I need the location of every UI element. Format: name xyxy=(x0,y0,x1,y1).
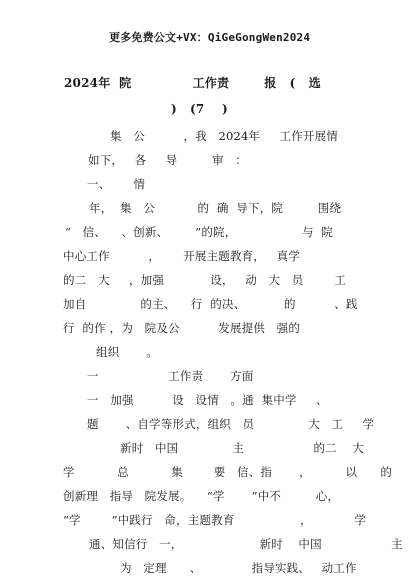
body-line: 如下， 各 导 审 ： xyxy=(88,153,248,167)
section-heading: 一、 情 xyxy=(87,177,146,191)
body-line: 学 总 集 要 信、指 ， 以 的 xyxy=(63,465,393,479)
document-title: 2024年 院 工作责 报 ( 选 xyxy=(64,76,321,90)
body-line: 新时 中国 主 的二 大 xyxy=(120,441,364,455)
body-line: “学 ”中践行 命，主题教育 ， 学 xyxy=(63,513,366,527)
body-line: 一 加强 设 设情 。通 集中学 、 xyxy=(87,393,328,407)
body-line: 的二 大 ，加强 设， 动 大 员 工 xyxy=(63,273,347,287)
body-line: 加自 的主、 行 的决、 的 、践 xyxy=(63,297,358,311)
body-line: 年， 集 公 的 确 导下，院 围绕 xyxy=(89,201,342,215)
document-title-continued: ) (7 ) xyxy=(171,102,228,116)
body-line: 创新理 指导 院发展。 “学 ”中不 心， xyxy=(63,489,340,503)
body-line: 题 、自学等形式，组织 员 大 工 学 xyxy=(87,417,375,431)
body-line: 中心工作 ， 开展主题教育， 真学 xyxy=(63,249,301,263)
body-line: 集 公 ，我 2024年 工作开展情 xyxy=(110,129,339,143)
section-heading: 一 工作责 方面 xyxy=(87,369,254,383)
document-header: 更多免费公文+VX：QiGeGongWen2024 xyxy=(109,31,311,44)
body-line: 通、知信行 一， 新时 中国 主 xyxy=(89,537,403,551)
body-line: 为 定理 、 指导实践、 动工作 xyxy=(120,561,357,575)
body-line: 行 的作 ，为 院及公 发展提供 强的 xyxy=(63,321,301,335)
body-line: 组织 。 xyxy=(96,345,159,359)
body-line: “ 信、 、创新、 ”的院， 与 院 xyxy=(65,225,334,239)
